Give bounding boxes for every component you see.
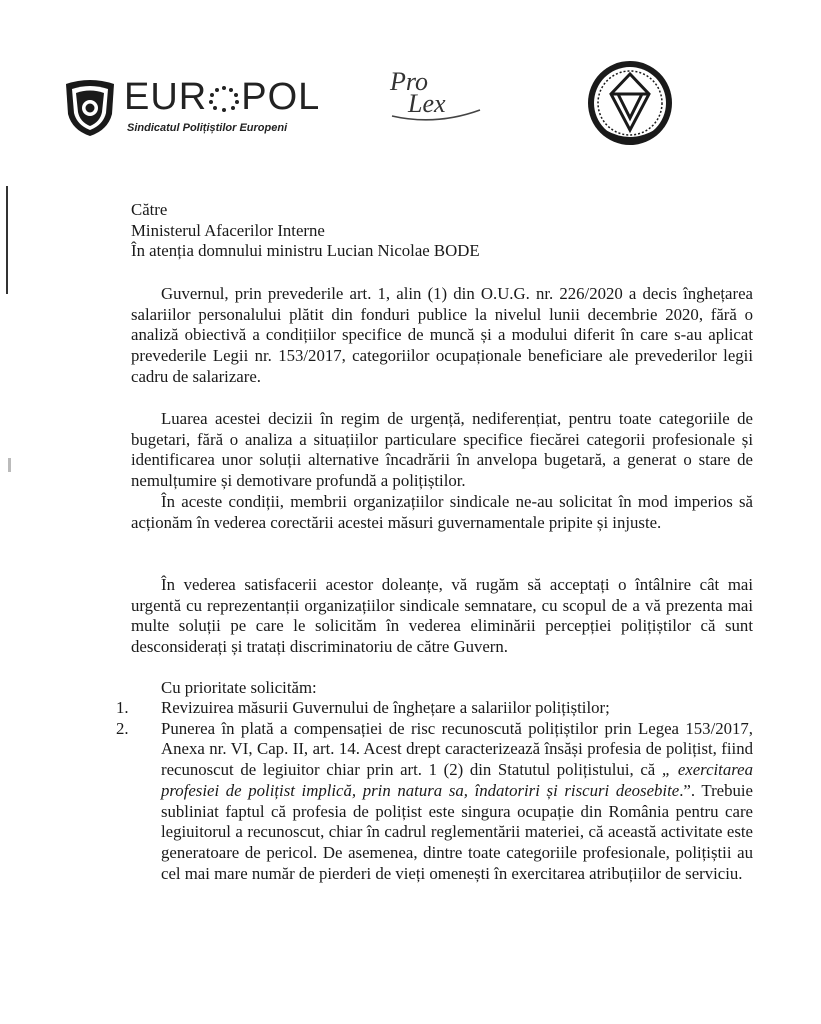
europol-logo (62, 72, 321, 142)
list-item-number: 2. (116, 718, 129, 738)
addressee-line3: În atenția domnului ministru Lucian Nicolae BODE (131, 241, 480, 261)
union-seal-icon (585, 58, 675, 148)
list-item-text: Revizuirea măsurii Guvernului de înghețare a salariilor polițiștilor; (161, 698, 610, 717)
addressee-block (131, 200, 480, 262)
scan-edge-speck (8, 458, 11, 472)
europol-subtitle: Sindicatul Polițiștilor Europeni (127, 122, 288, 134)
list-item-number: 1. (116, 698, 129, 717)
prolex-logo (386, 64, 486, 124)
prolex-line1: Pro (390, 67, 429, 96)
list-item-quote: „ exercitarea profesiei de polițist implică, prin natura sa, îndatoriri și riscuri deosebite (161, 760, 753, 800)
paragraph-4: În vederea satisfacerii acestor doleanțe, vă rugăm să acceptați o întâlnire cât mai urgentă cu reprezentanții organizațiilor sindicale semnatare, cu scopul de a vă prezenta mai multe soluții pe care le solicităm în vederea eliminării percepției polițiștilor că sunt desconsiderați și tratați discriminatoriu de către Guvern. (131, 575, 753, 657)
paragraph-2: Luarea acestei decizii în regim de urgență, nediferențiat, pentru toate categoriile de bugetari, fără o analiza a situațiilor particulare specifice fiecărei categorii profesionale și identificarea unor soluții alternative încadrării în anvelopa bugetară, a generat o stare de nemulțumire și demotivare profundă a polițiștilor. (131, 409, 753, 491)
europol-wordmark: EUR POL (124, 76, 321, 118)
list-item (116, 719, 753, 885)
list-item-text-b: .”. Trebuie subliniat faptul că profesia de polițist este singura ocupație din România pentru care legiuitorul a recunoscut, chiar în cadrul reglementării materiei, că această activitate este generatoare de pericol. De asemenea, dintre toate categoriile profesionale, polițiștii au cel mai mare număr de pierderi de vieți omenești în exercitarea atribuțiilor de serviciu. (161, 780, 753, 883)
police-shield-icon (62, 78, 118, 138)
addressee-line2: Ministerul Afacerilor Interne (131, 220, 325, 240)
prolex-line2: Lex (408, 89, 446, 118)
paragraph-1: Guvernul, prin prevederile art. 1, alin (1) din O.U.G. nr. 226/2020 a decis înghețarea salariilor personalului plătit din fonduri publice la nivelul lunii decembrie 2020, fără o analiză obiectivă a condițiilor specifice de muncă și a modului diferit în care s-au aplicat prevederile Legii nr. 153/2017, categoriilor ocupaționale beneficiare ale prevederilor legii cadru de salarizare. (131, 284, 753, 386)
list-item-text-a: Punerea în plată a compensației de risc recunoscută polițiștilor prin Legea 153/2017, Anexa nr. VI, Cap. II, art. 14. Acest drept caracterizează însăși profesia de polițist, fiind recunoscut de legiuitor chiar prin art. 1 (2) din Statutul polițistului, că (161, 718, 753, 780)
priorities-list (116, 698, 753, 884)
eu-stars-icon (207, 85, 241, 113)
list-item (116, 698, 753, 719)
paragraph-3: În aceste condiții, membrii organizațiilor sindicale ne-au solicitat în mod imperios să acționăm în vederea corectării acestei măsuri guvernamentale pripite și injuste. (131, 492, 753, 532)
addressee-line1: Către (131, 200, 168, 219)
priorities-lead: Cu prioritate solicităm: (161, 678, 317, 697)
scan-edge-shadow (6, 186, 8, 294)
